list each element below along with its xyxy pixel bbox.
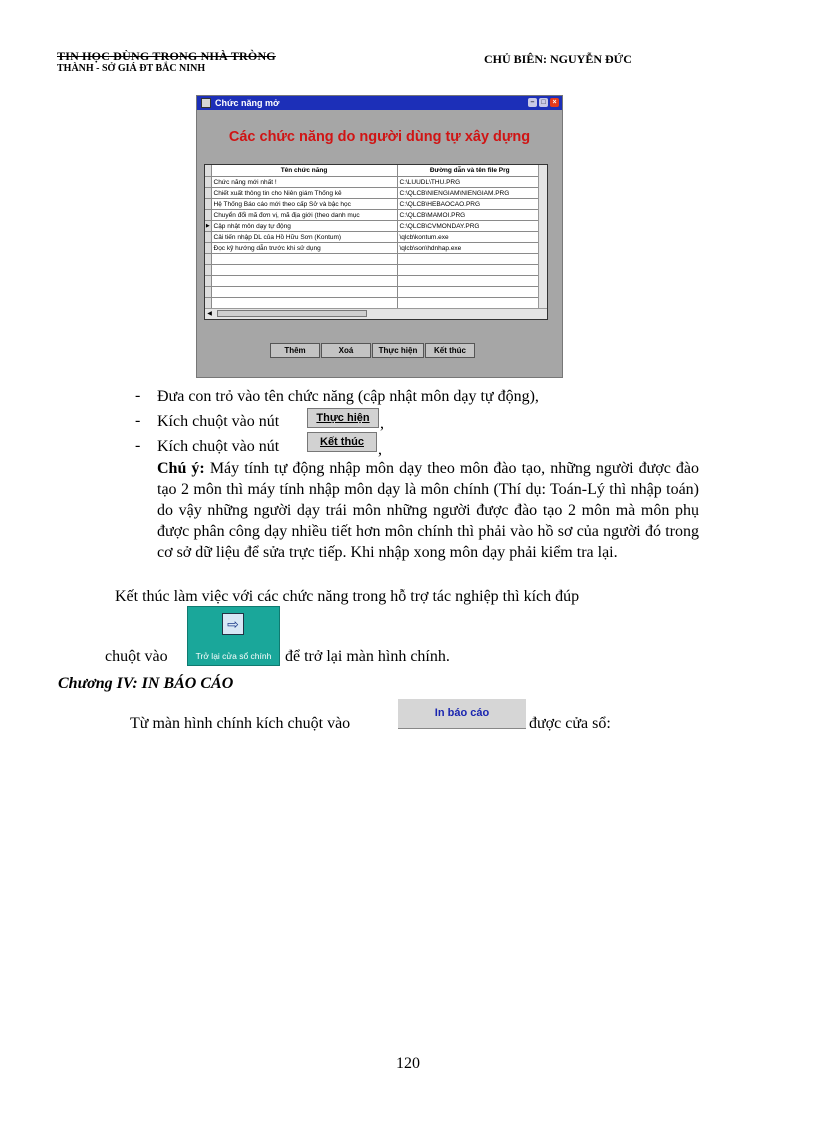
function-name-cell[interactable]: [211, 287, 397, 298]
bullet-dash: -: [135, 437, 141, 454]
page-number: 120: [396, 1055, 420, 1072]
row-selector[interactable]: ▶: [205, 221, 211, 232]
print-line-pre: Từ màn hình chính kích chuột vào: [130, 715, 351, 732]
closing-line-2-pre: chuột vào: [105, 648, 168, 665]
add-button[interactable]: Thêm: [270, 343, 320, 358]
header-title-line2: THÀNH - SỞ GIÁ ĐT BẮC NINH: [57, 63, 206, 74]
file-path-cell[interactable]: \qlcb\kontum.exe: [397, 232, 543, 243]
function-name-cell[interactable]: [211, 265, 397, 276]
finish-button-image: Kết thúc: [307, 432, 377, 452]
print-line-post: được cửa sổ:: [529, 715, 611, 732]
table-row[interactable]: [205, 221, 543, 232]
closing-line-2-post: để trở lại màn hình chính.: [285, 648, 450, 665]
step-3-text: Kích chuột vào nút: [157, 438, 280, 455]
icon-caption: Trở lại cửa sổ chính: [195, 651, 272, 661]
table-row[interactable]: [205, 177, 543, 188]
table-row[interactable]: [205, 276, 543, 287]
note-text: Máy tính tự động nhập môn dạy theo môn đào tạo, những người được đào tạo 2 môn thì máy tính nhập môn dạy là môn chính (Thí dụ: Toán-Lý thì nhập toán) do vậy những người dạy trái môn những người được đào tạo 2 môn mà môn phụ được phân công dạy nhiều tiết hơn môn chính thì phải vào hồ sơ của người đó trong cơ sở dữ liệu để sửa trực tiếp. Khi nhập xong môn dạy phải kiểm tra lại.: [157, 460, 699, 561]
file-path-cell[interactable]: C:\QLCB\HEBAOCAO.PRG: [397, 199, 543, 210]
file-path-cell[interactable]: [397, 276, 543, 287]
function-name-cell[interactable]: Cải tiến nhập DL của Hồ Hữu Sơn (Kontum): [211, 232, 397, 243]
table-row[interactable]: [205, 199, 543, 210]
table-row[interactable]: [205, 210, 543, 221]
execute-button-image: Thực hiện: [307, 408, 379, 428]
grid-header-row: [205, 165, 543, 177]
file-path-cell[interactable]: \qlcb\son\hdnhap.exe: [397, 243, 543, 254]
bullet-dash: -: [135, 412, 141, 429]
dialog-titlebar: [197, 96, 562, 110]
table-row[interactable]: [205, 232, 543, 243]
finish-button[interactable]: Kết thúc: [425, 343, 475, 358]
exit-door-icon: ⇨: [222, 613, 244, 635]
table-row[interactable]: [205, 254, 543, 265]
bullet-dash: -: [135, 387, 141, 404]
minimize-icon[interactable]: –: [528, 98, 537, 107]
running-header-left: [57, 50, 276, 74]
table-row[interactable]: [205, 287, 543, 298]
column-header-name: Tên chức năng: [211, 165, 397, 177]
return-main-window-button-image: [187, 606, 280, 666]
dialog-title: Chức năng mở: [215, 98, 280, 108]
note-label: Chú ý:: [157, 460, 205, 477]
chapter-heading: Chương IV: IN BÁO CÁO: [58, 675, 234, 692]
function-name-cell[interactable]: Chuyển đổi mã đơn vị, mã địa giới (theo danh mục: [211, 210, 397, 221]
file-path-cell[interactable]: [397, 265, 543, 276]
table-row[interactable]: [205, 298, 543, 309]
note-paragraph: [157, 458, 699, 563]
closing-line-1: Kết thúc làm việc với các chức năng trong hỗ trợ tác nghiệp thì kích đúp: [115, 588, 580, 605]
column-header-path: Đường dẫn và tên file Prg: [397, 165, 543, 177]
delete-button[interactable]: Xoá: [321, 343, 371, 358]
function-name-cell[interactable]: Đọc kỹ hướng dẫn trước khi sử dụng: [211, 243, 397, 254]
file-path-cell[interactable]: C:\QLCB\NIENGIAM\NIENGIAM.PRG: [397, 188, 543, 199]
file-path-cell[interactable]: C:\QLCB\CVMONDAY.PRG: [397, 221, 543, 232]
header-title-line1: TIN HỌC DÙNG TRONG NHÀ TRÒNG: [57, 49, 276, 63]
dialog-heading: Các chức năng do người dùng tự xây dựng: [228, 129, 531, 145]
function-name-cell[interactable]: Chiết xuất thông tin cho Niên giám Thống kê: [211, 188, 397, 199]
dialog-button-bar: [270, 343, 475, 358]
table-row[interactable]: [205, 188, 543, 199]
file-path-cell[interactable]: C:\QLCB\MAMOI.PRG: [397, 210, 543, 221]
scroll-left-icon[interactable]: ◀: [207, 311, 212, 317]
print-report-button-image: In báo cáo: [398, 699, 526, 729]
running-header-right: CHỦ BIÊN: NGUYỄN ĐỨC: [484, 52, 632, 66]
maximize-icon[interactable]: □: [539, 98, 548, 107]
table-row[interactable]: [205, 243, 543, 254]
function-name-cell[interactable]: [211, 298, 397, 309]
file-path-cell[interactable]: [397, 298, 543, 309]
app-icon: [201, 98, 211, 108]
function-name-cell[interactable]: [211, 276, 397, 287]
function-name-cell[interactable]: Cập nhật môn dạy tự động: [211, 221, 397, 232]
file-path-cell[interactable]: [397, 254, 543, 265]
function-dialog: [196, 95, 563, 378]
function-name-cell[interactable]: [211, 254, 397, 265]
function-name-cell[interactable]: Hệ Thống Báo cáo mới theo cấp Sở và bậc học: [211, 199, 397, 210]
function-name-cell[interactable]: Chức năng mới nhất !: [211, 177, 397, 188]
function-grid: [204, 164, 548, 320]
scroll-thumb[interactable]: [217, 310, 367, 317]
comma: ,: [378, 441, 382, 458]
execute-button[interactable]: Thực hiện: [372, 343, 424, 358]
file-path-cell[interactable]: [397, 287, 543, 298]
step-1-text: Đưa con trỏ vào tên chức năng (cập nhật môn dạy tự động),: [157, 388, 539, 405]
table-row[interactable]: [205, 265, 543, 276]
comma: ,: [380, 415, 384, 432]
close-icon[interactable]: ×: [550, 98, 559, 107]
file-path-cell[interactable]: C:\LUUDL\THU.PRG: [397, 177, 543, 188]
step-2-text: Kích chuột vào nút: [157, 413, 280, 430]
vertical-scrollbar[interactable]: [538, 165, 547, 309]
horizontal-scrollbar[interactable]: [205, 308, 547, 319]
